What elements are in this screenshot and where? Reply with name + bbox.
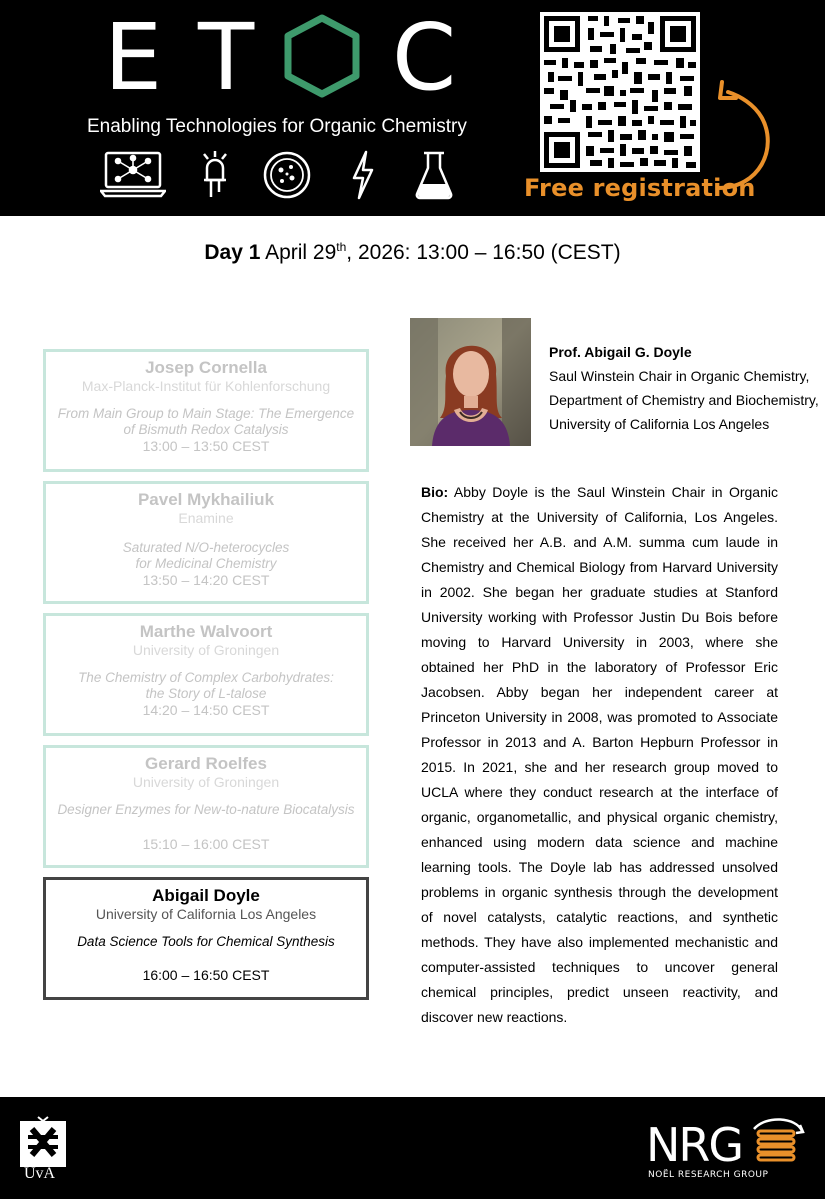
nrg-logo-letters: NRG — [646, 1118, 743, 1172]
speaker-name: Abigail Doyle — [152, 886, 260, 905]
speaker-affiliation: Max-Planck-Institut für Kohlenforschung — [81, 378, 331, 394]
speaker-photo — [410, 318, 531, 446]
talk-title-line: of Bismuth Redox Catalysis — [123, 422, 289, 437]
registration-qr-code[interactable] — [540, 12, 700, 172]
profile-name: Prof. Abigail G. Doyle — [549, 344, 692, 360]
day-date-suffix: th — [336, 240, 347, 254]
talk-title-line: From Main Group to Main Stage: The Emergence — [57, 406, 355, 421]
talk-card-mykhailiuk — [43, 481, 369, 604]
logo-letter-t: T — [198, 4, 255, 111]
event-subtitle: Enabling Technologies for Organic Chemistry — [87, 116, 467, 137]
talk-title-line: Data Science Tools for Chemical Synthesis — [77, 934, 335, 949]
talk-title-line: the Story of L-talose — [145, 686, 267, 701]
hexagon-logo-icon — [284, 14, 360, 98]
speaker-name: Josep Cornella — [145, 358, 267, 377]
talk-card-walvoort — [43, 613, 369, 736]
footer-banner — [0, 1097, 825, 1199]
day-label: Day 1 — [204, 241, 261, 264]
speaker-bio — [421, 480, 778, 1030]
laptop-network-icon — [100, 150, 166, 198]
nrg-logo-icon — [646, 1111, 816, 1191]
talk-title-line: The Chemistry of Complex Carbohydrates: — [78, 670, 334, 685]
bio-label: Bio: — [421, 484, 449, 500]
logo-letter-c: C — [392, 4, 457, 111]
talk-card-cornella — [43, 349, 369, 472]
talk-time: 13:00 – 13:50 CEST — [142, 438, 270, 454]
profile-line: Department of Chemistry and Biochemistry, — [549, 392, 819, 408]
speaker-name: Marthe Walvoort — [139, 622, 273, 641]
logo-letter-e: E — [104, 4, 163, 111]
talk-card-doyle — [43, 877, 369, 1000]
bio-text: Abby Doyle is the Saul Winstein Chair in Organic Chemistry at the University of California, Los Angeles. She received her A.B. and A.M. summa cum laude in Chemistry and Chemical Biology from Harvard University in 2002. She began her graduate studies at Stanford University working with Professor Justin Du Bois before moving to Harvard University in 2003, where she obtained her PhD in the laboratory of Professor Eric Jacobsen. Abby began her independent career at Princeton University in 2008, was promoted to Associate Professor in 2013 and A. Barton Hepburn Professor in 2015. In 2021, she and her research group moved to UCLA where they conduct research at the interface of organic, organometallic, and physical organic chemistry, enhanced using modern data science and machine learning tools. The Doyle lab has addressed unsolved problems in organic synthesis through the development of novel catalysts, catalytic reactions, and synthetic methods. They have also implemented mechanistic and computer-assisted techniques to uncover general chemical principles, predict unseen reactivity, and discover new reactions. — [421, 484, 778, 1025]
petri-dish-icon — [262, 150, 312, 200]
speaker-name: Pavel Mykhailiuk — [137, 490, 275, 509]
profile-line: University of California Los Angeles — [549, 416, 770, 432]
talk-time: 13:50 – 14:20 CEST — [142, 572, 270, 588]
speaker-affiliation: University of California Los Angeles — [95, 906, 317, 922]
free-registration-label[interactable]: Free registration — [524, 174, 756, 202]
profile-line: Saul Winstein Chair in Organic Chemistry, — [549, 368, 810, 384]
talk-time: 14:20 – 14:50 CEST — [142, 702, 270, 718]
talk-card-roelfes — [43, 745, 369, 868]
led-icon — [198, 150, 232, 200]
flask-icon — [414, 150, 454, 200]
header-banner — [0, 0, 825, 216]
talk-time: 15:10 – 16:00 CEST — [142, 836, 270, 852]
talk-title-line: Saturated N/O-heterocycles — [122, 540, 290, 555]
day-date: April 29 — [260, 241, 337, 264]
day-time-range: , 2026: 13:00 – 16:50 (CEST) — [346, 241, 621, 264]
speaker-profile — [549, 340, 819, 436]
nrg-subtitle: NOËL RESEARCH GROUP — [648, 1170, 769, 1180]
speaker-name: Gerard Roelfes — [145, 754, 267, 773]
talk-title-line: for Medicinal Chemistry — [135, 556, 277, 571]
speaker-affiliation: University of Groningen — [132, 642, 280, 658]
speaker-affiliation: University of Groningen — [132, 774, 280, 790]
uva-label: UvA — [24, 1165, 56, 1182]
day-title — [0, 240, 825, 265]
talk-title-line: Designer Enzymes for New-to-nature Biocatalysis — [57, 802, 355, 817]
lightning-icon — [350, 150, 376, 200]
talk-time: 16:00 – 16:50 CEST — [142, 967, 270, 983]
speaker-affiliation: Enamine — [178, 510, 234, 526]
